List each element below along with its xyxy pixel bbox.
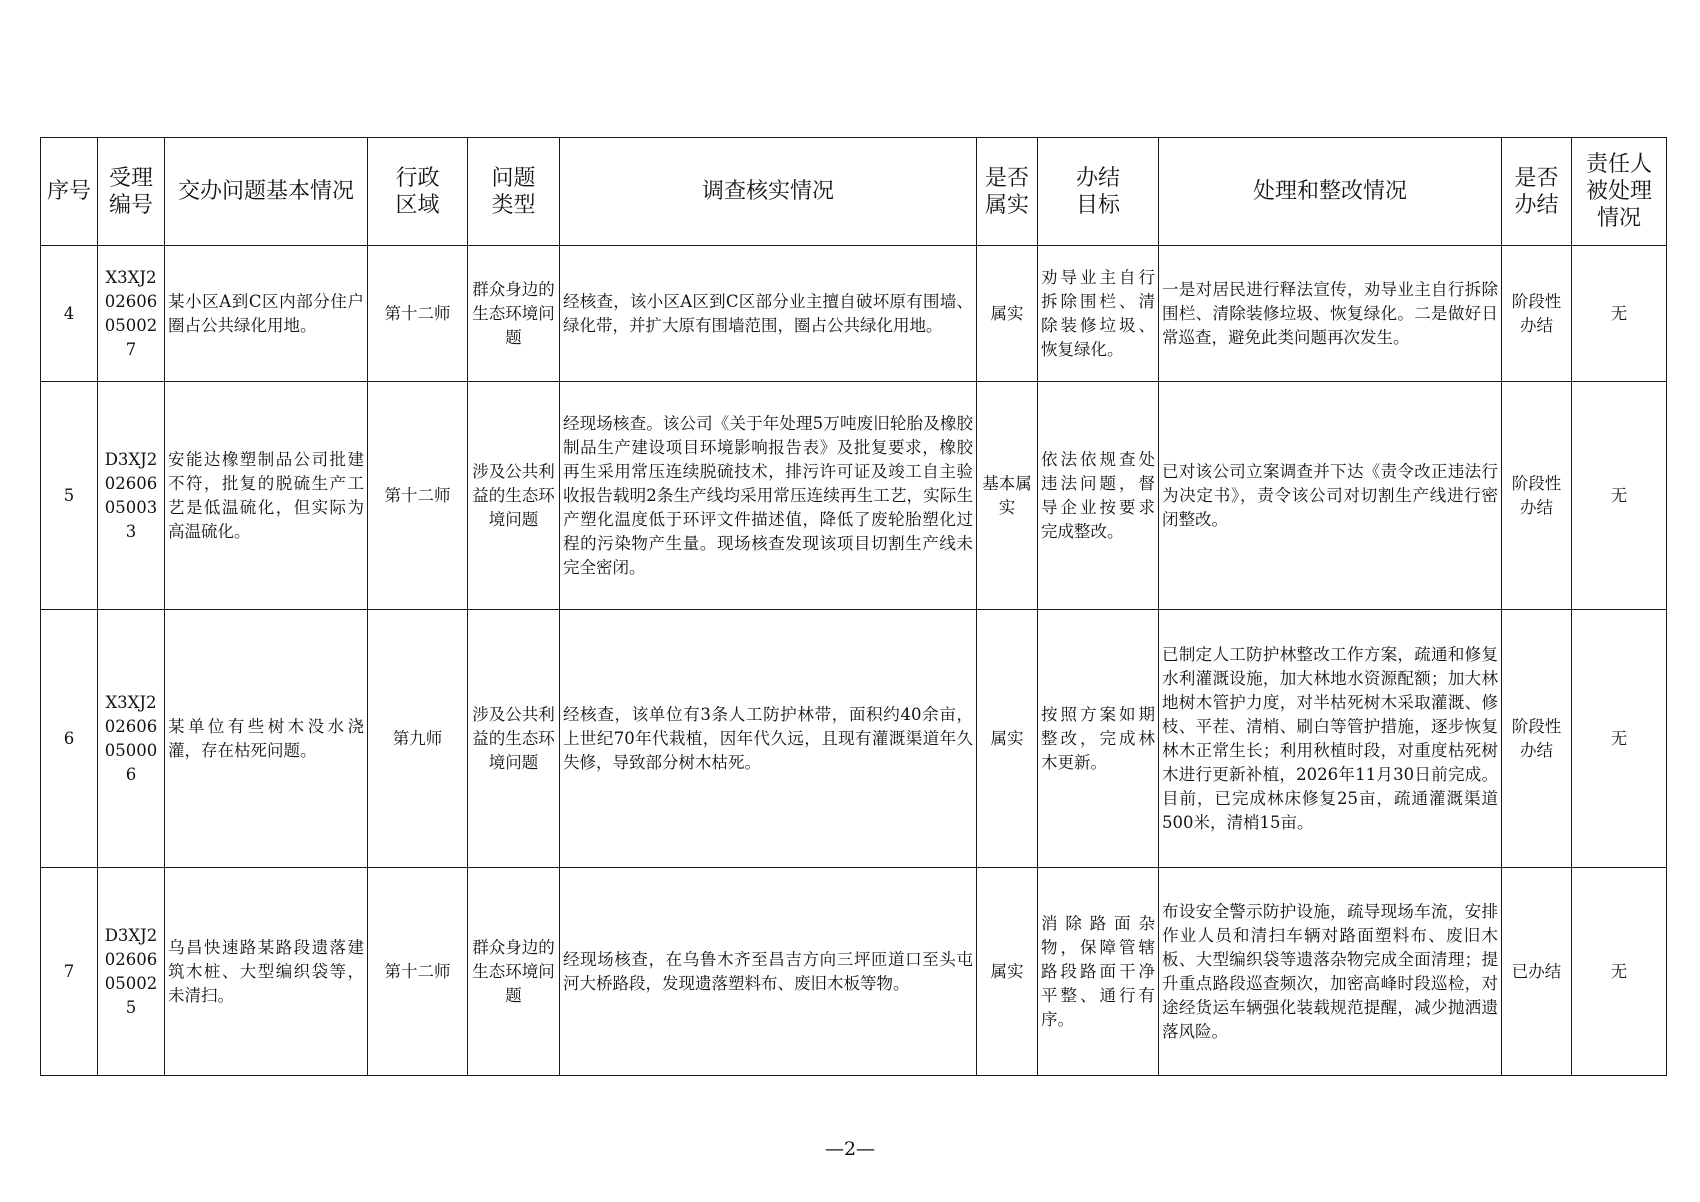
header-issue: 交办问题基本情况 — [165, 138, 368, 246]
cell-goal: 消除路面杂物，保障管辖路段路面干净平整、通行有序。 — [1038, 868, 1159, 1076]
cell-verified: 基本属实 — [977, 382, 1038, 610]
header-investigation: 调查核实情况 — [560, 138, 977, 246]
cell-code: X3XJ202606050027 — [98, 246, 165, 382]
cell-goal: 依法依规查处违法问题，督导企业按要求完成整改。 — [1038, 382, 1159, 610]
header-type: 问题 类型 — [468, 138, 560, 246]
cell-type: 群众身边的生态环境问题 — [468, 246, 560, 382]
cell-region: 第十二师 — [368, 246, 468, 382]
cell-investigation: 经现场核查。该公司《关于年处理5万吨废旧轮胎及橡胶制品生产建设项目环境影响报告表》及批复要求，橡胶再生采用常压连续脱硫技术，排污许可证及竣工自主验收报告载明2条生产线均采用常压连续再生工艺，实际生产塑化温度低于环评文件描述值，降低了废轮胎塑化过程的污染物产生量。现场核查发现该项目切割生产线未完全密闭。 — [560, 382, 977, 610]
cell-goal: 劝导业主自行拆除围栏、清除装修垃圾、恢复绿化。 — [1038, 246, 1159, 382]
cell-type: 涉及公共利益的生态环境问题 — [468, 610, 560, 868]
header-code: 受理 编号 — [98, 138, 165, 246]
cell-verified: 属实 — [977, 868, 1038, 1076]
cell-seq: 6 — [41, 610, 98, 868]
cell-goal: 按照方案如期整改，完成林木更新。 — [1038, 610, 1159, 868]
header-goal: 办结 目标 — [1038, 138, 1159, 246]
cell-punishment: 无 — [1572, 382, 1667, 610]
header-seq: 序号 — [41, 138, 98, 246]
cell-closed: 已办结 — [1502, 868, 1572, 1076]
cell-issue: 安能达橡塑制品公司批建不符，批复的脱硫生产工艺是低温硫化，但实际为高温硫化。 — [165, 382, 368, 610]
cell-closed: 阶段性办结 — [1502, 382, 1572, 610]
cell-code: D3XJ202606050033 — [98, 382, 165, 610]
cell-investigation: 经核查，该小区A区到C区部分业主擅自破坏原有围墙、绿化带，并扩大原有围墙范围，圈占公共绿化用地。 — [560, 246, 977, 382]
header-punishment: 责任人 被处理 情况 — [1572, 138, 1667, 246]
table-row — [41, 610, 1667, 868]
header-closed: 是否 办结 — [1502, 138, 1572, 246]
header-row — [41, 138, 1667, 246]
cell-closed: 阶段性办结 — [1502, 246, 1572, 382]
table-row — [41, 868, 1667, 1076]
cell-type: 群众身边的生态环境问题 — [468, 868, 560, 1076]
header-region: 行政 区域 — [368, 138, 468, 246]
cell-investigation: 经核查，该单位有3条人工防护林带，面积约40余亩，上世纪70年代栽植，因年代久远，且现有灌溉渠道年久失修，导致部分树木枯死。 — [560, 610, 977, 868]
cell-code: D3XJ202606050025 — [98, 868, 165, 1076]
cell-seq: 5 — [41, 382, 98, 610]
table-row — [41, 246, 1667, 382]
table-row — [41, 382, 1667, 610]
cell-punishment: 无 — [1572, 246, 1667, 382]
cell-handling: 已制定人工防护林整改工作方案，疏通和修复水利灌溉设施，加大林地水资源配额；加大林地树木管护力度，对半枯死树木采取灌溉、修枝、平茬、清梢、刷白等管护措施，逐步恢复林木正常生长；利用秋植时段，对重度枯死树木进行更新补植，2026年11月30日前完成。目前，已完成林床修复25亩，疏通灌溉渠道500米，清梢15亩。 — [1159, 610, 1502, 868]
case-table — [40, 137, 1667, 1076]
cell-issue: 乌昌快速路某路段遗落建筑木桩、大型编织袋等，未清扫。 — [165, 868, 368, 1076]
cell-region: 第九师 — [368, 610, 468, 868]
cell-issue: 某小区A到C区内部分住户圈占公共绿化用地。 — [165, 246, 368, 382]
cell-seq: 4 — [41, 246, 98, 382]
cell-handling: 一是对居民进行释法宣传，劝导业主自行拆除围栏、清除装修垃圾、恢复绿化。二是做好日常巡查，避免此类问题再次发生。 — [1159, 246, 1502, 382]
header-handling: 处理和整改情况 — [1159, 138, 1502, 246]
cell-punishment: 无 — [1572, 868, 1667, 1076]
cell-seq: 7 — [41, 868, 98, 1076]
cell-issue: 某单位有些树木没水浇灌，存在枯死问题。 — [165, 610, 368, 868]
header-verified: 是否 属实 — [977, 138, 1038, 246]
cell-code: X3XJ202606050006 — [98, 610, 165, 868]
cell-verified: 属实 — [977, 246, 1038, 382]
cell-region: 第十二师 — [368, 868, 468, 1076]
cell-investigation: 经现场核查，在乌鲁木齐至昌吉方向三坪匝道口至头屯河大桥路段，发现遗落塑料布、废旧木板等物。 — [560, 868, 977, 1076]
cell-handling: 布设安全警示防护设施，疏导现场车流，安排作业人员和清扫车辆对路面塑料布、废旧木板、大型编织袋等遗落杂物完成全面清理；提升重点路段巡查频次，加密高峰时段巡检，对途经货运车辆强化装载规范提醒，减少抛洒遗落风险。 — [1159, 868, 1502, 1076]
cell-verified: 属实 — [977, 610, 1038, 868]
cell-punishment: 无 — [1572, 610, 1667, 868]
page-number: —2— — [824, 1138, 876, 1160]
cell-type: 涉及公共利益的生态环境问题 — [468, 382, 560, 610]
cell-region: 第十二师 — [368, 382, 468, 610]
cell-handling: 已对该公司立案调查并下达《责令改正违法行为决定书》，责令该公司对切割生产线进行密闭整改。 — [1159, 382, 1502, 610]
cell-closed: 阶段性办结 — [1502, 610, 1572, 868]
